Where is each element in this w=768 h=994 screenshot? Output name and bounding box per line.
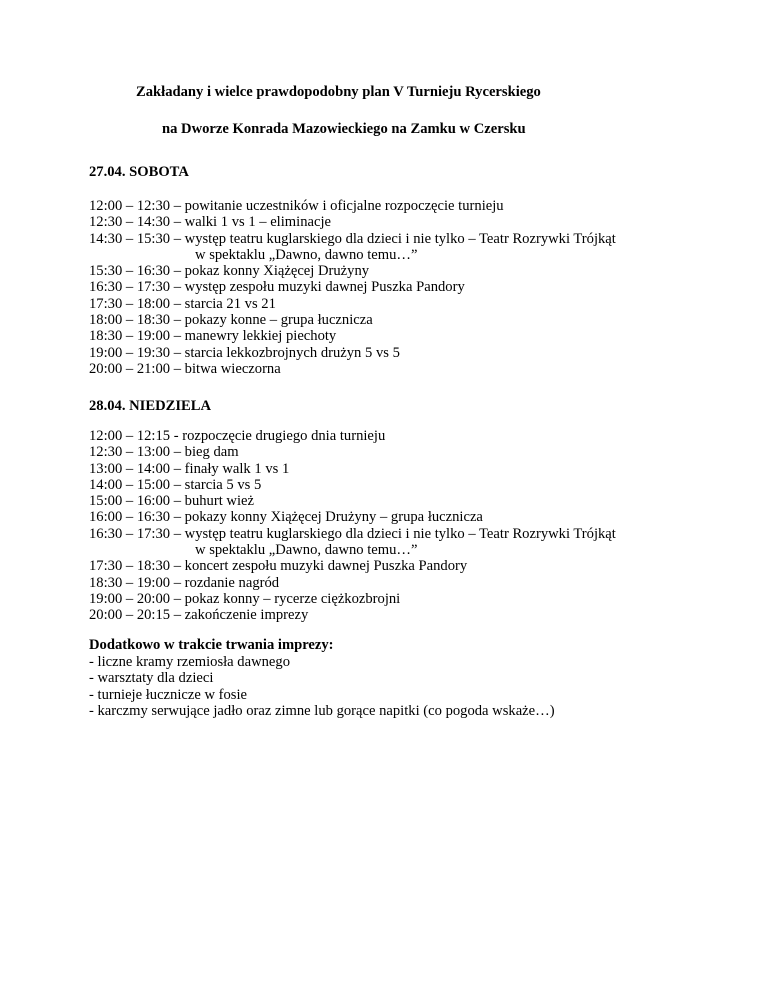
saturday-schedule-item-text: 16:30 – 17:30 – występ zespołu muzyki dawnej Puszka Pandory [89,279,465,296]
saturday-schedule-item-text: 12:00 – 12:30 – powitanie uczestników i oficjalne rozpoczęcie turnieju [89,198,504,214]
saturday-schedule-item [89,361,616,377]
extras-item: - liczne kramy rzemiosła dawnego [89,654,290,670]
extras-item: - warsztaty dla dzieci [89,670,214,687]
saturday-schedule-item [89,345,616,361]
saturday-schedule-item-text: 14:30 – 15:30 – występ teatru kuglarskiego dla dzieci i nie tylko – Teatr Rozrywki Trójkąt [89,230,616,247]
saturday-schedule-item-text: 20:00 – 21:00 – bitwa wieczorna [89,360,281,377]
extras-item: - karczmy serwujące jadło oraz zimne lub gorące napitki (co pogoda wskaże…) [89,702,555,719]
sunday-schedule-item-text: 15:00 – 16:00 – buhurt wież [89,493,254,510]
saturday-schedule [89,198,616,377]
sunday-schedule-item-text: 12:00 – 12:15 - rozpoczęcie drugiego dnia turnieju [89,428,386,444]
saturday-schedule-item-text: 12:30 – 14:30 – walki 1 vs 1 – eliminacje [89,214,331,231]
sunday-schedule-item-text: 19:00 – 20:00 – pokaz konny – rycerze ciężkozbrojni [89,590,401,607]
sunday-schedule-item [89,558,616,574]
sunday-schedule-item [89,607,616,623]
extras-item: - turnieje łucznicze w fosie [89,686,248,703]
saturday-schedule-item [89,296,616,312]
sunday-schedule-item-text: 18:30 – 19:00 – rozdanie nagród [89,574,280,591]
sunday-schedule-item [89,428,616,444]
saturday-schedule-item [89,312,616,328]
saturday-schedule-item [89,214,616,230]
sunday-schedule-item [89,526,616,559]
document-title-line2: na Dworze Konrada Mazowieckiego na Zamku w Czersku [162,121,526,137]
sunday-schedule-item-text: 14:00 – 15:00 – starcia 5 vs 5 [89,476,262,493]
saturday-schedule-item-text: 19:00 – 19:30 – starcia lekkozbrojnych drużyn 5 vs 5 [89,344,400,361]
saturday-schedule-item [89,328,616,344]
sunday-schedule-item-text: 17:30 – 18:30 – koncert zespołu muzyki dawnej Puszka Pandory [89,558,468,575]
sunday-schedule-item-text: 12:30 – 13:00 – bieg dam [89,444,239,461]
extras-heading: Dodatkowo w trakcie trwania imprezy: [89,637,334,653]
sunday-schedule-item [89,461,616,477]
saturday-schedule-item-text: 18:30 – 19:00 – manewry lekkiej piechoty [89,328,337,345]
saturday-schedule-item-continuation: w spektaklu „Dawno, dawno temu…” [195,246,418,263]
sunday-schedule-item [89,591,616,607]
sunday-schedule-item-text: 16:00 – 16:30 – pokazy konny Xiążęcej Drużyny – grupa łucznicza [89,509,483,526]
saturday-schedule-item-text: 18:00 – 18:30 – pokazy konne – grupa łucznicza [89,312,373,329]
saturday-schedule-item-text: 17:30 – 18:00 – starcia 21 vs 21 [89,295,276,312]
sunday-schedule-item-text: 16:30 – 17:30 – występ teatru kuglarskiego dla dzieci i nie tylko – Teatr Rozrywki Trójkąt [89,525,616,542]
sunday-schedule-item [89,444,616,460]
sunday-schedule-item [89,493,616,509]
saturday-schedule-item-text: 15:30 – 16:30 – pokaz konny Xiążęcej Drużyny [89,263,370,280]
sunday-schedule-item-text: 20:00 – 20:15 – zakończenie imprezy [89,607,309,624]
saturday-heading: 27.04. SOBOTA [89,164,189,180]
saturday-schedule-item [89,263,616,279]
sunday-schedule-item [89,575,616,591]
extras-list [89,654,555,719]
saturday-schedule-item [89,198,616,214]
sunday-schedule-item-text: 13:00 – 14:00 – finały walk 1 vs 1 [89,460,290,477]
sunday-schedule-item-continuation: w spektaklu „Dawno, dawno temu…” [195,542,418,559]
saturday-schedule-item [89,231,616,264]
sunday-schedule-item [89,477,616,493]
sunday-schedule [89,428,616,624]
saturday-schedule-item [89,279,616,295]
sunday-heading: 28.04. NIEDZIELA [89,398,212,414]
document-title-line1: Zakładany i wielce prawdopodobny plan V Turnieju Rycerskiego [136,84,541,100]
sunday-schedule-item [89,509,616,525]
